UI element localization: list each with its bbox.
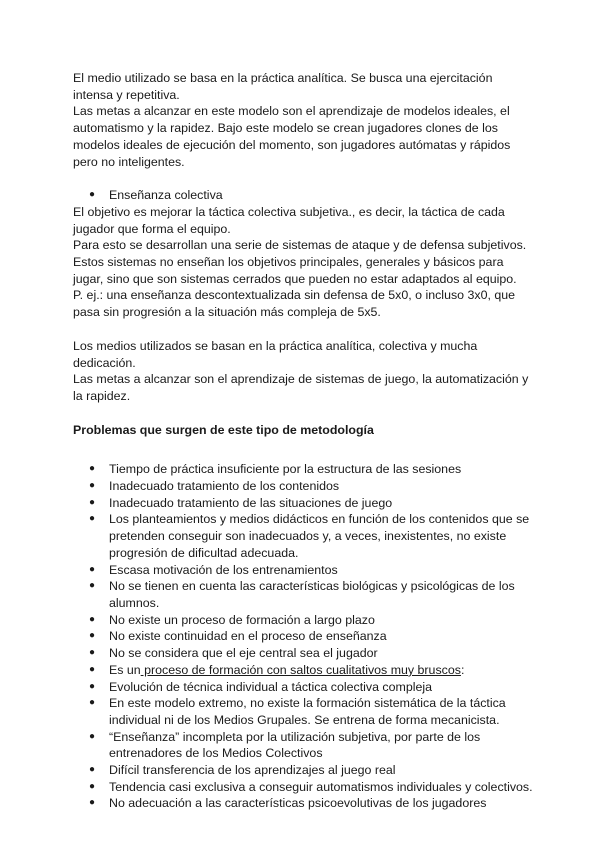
bullet-icon: ● (89, 463, 96, 475)
bullet-icon: ● (89, 647, 96, 659)
list-item-text: Los planteamientos y medios didácticos en función de los contenidos que se pretenden conseguir son inadecuados y, a veces, inexistentes, no existe progresión de dificultad adecuada. (109, 512, 530, 560)
bullet-icon: ● (89, 496, 96, 508)
list-item (73, 562, 533, 579)
list-item (73, 762, 533, 779)
paragraph: El objetivo es mejorar la táctica colectiva subjetiva., es decir, la táctica de cada jugador que forma el equipo. (73, 204, 505, 236)
bullet-icon: ● (89, 613, 96, 625)
bullet-icon: ● (89, 780, 96, 792)
list-item (73, 187, 533, 204)
bullet-icon: ● (89, 513, 96, 525)
paragraph: Los medios utilizados se basan en la práctica analítica, colectiva y mucha dedicación. (73, 338, 478, 370)
bullet-icon: ● (89, 697, 96, 709)
list-item-text: Enseñanza colectiva (109, 188, 223, 203)
list-item (73, 645, 533, 662)
bullet-icon: ● (89, 764, 96, 776)
bullet-icon: ● (89, 563, 96, 575)
list-item-text: No existe continuidad en el proceso de enseñanza (109, 629, 387, 644)
bullet-icon: ● (89, 663, 96, 675)
paragraph: Las metas a alcanzar en este modelo son el aprendizaje de modelos ideales, el automatismo y la rapidez. Bajo este modelo se crean jugadores clones de los modelos ideales de ejecución del momento, son jugadores autómatas y rápidos pero no inteligentes. (73, 104, 511, 169)
list-item-text: Tendencia casi exclusiva a conseguir automatismos individuales y colectivos. (109, 779, 533, 794)
paragraph: P. ej.: una enseñanza descontextualizada sin defensa de 5x0, o incluso 3x0, que pasa sin progresión a la situación más compleja de 5x5. (73, 288, 516, 320)
list-item-text: Evolución de técnica individual a táctica colectiva compleja (109, 679, 433, 694)
underlined-text: proceso de formación con saltos cualitativos muy bruscos (140, 662, 461, 677)
bullet-icon: ● (89, 189, 96, 201)
list-item-text: No se considera que el eje central sea el jugador (109, 646, 378, 661)
list-item (73, 695, 533, 728)
bullet-icon: ● (89, 797, 96, 809)
problems-list (73, 461, 533, 812)
paragraph: Para esto se desarrollan una serie de sistemas de ataque y de defensa subjetivos. Estos sistemas no enseñan los objetivos principales, generales y básicos para jugar, sino que son sistemas cerrados que pueden no estar adaptados al equipo. (73, 238, 527, 286)
list-item-text: Difícil transferencia de los aprendizajes al juego real (109, 763, 396, 778)
list-item-text: Inadecuado tratamiento de los contenidos (109, 479, 340, 494)
list-item (73, 662, 533, 679)
list-item (73, 578, 533, 611)
list-item-text-suffix: : (460, 662, 465, 677)
bullet-icon: ● (89, 730, 96, 742)
list-item (73, 628, 533, 645)
list-item-text: “Enseñanza” incompleta por la utilización subjetiva, por parte de los entrenadores de los Medios Colectivos (109, 729, 481, 761)
list-item (73, 779, 533, 796)
bullet-icon: ● (89, 480, 96, 492)
list-item-text: En este modelo extremo, no existe la formación sistemática de la táctica individual ni de los Medios Grupales. Se entrena de forma mecanicista. (109, 696, 506, 727)
list-item-text: No se tienen en cuenta las características biológicas y psicológicas de los alumnos. (109, 579, 515, 610)
list-item-text: Inadecuado tratamiento de las situaciones de juego (109, 495, 393, 510)
list-item-text: Tiempo de práctica insuficiente por la estructura de las sesiones (109, 462, 462, 477)
paragraph: El medio utilizado se basa en la práctica analítica. Se busca una ejercitación intensa y repetitiva. (73, 71, 493, 102)
list-item (73, 612, 533, 629)
bullet-icon: ● (89, 630, 96, 642)
list-item (73, 795, 533, 812)
list-item (73, 495, 533, 512)
section-bullet-list (73, 187, 533, 204)
bullet-icon: ● (89, 580, 96, 592)
list-item (73, 729, 533, 762)
list-item (73, 679, 533, 696)
list-item-text-prefix: Es un (109, 662, 141, 677)
bullet-icon: ● (89, 680, 96, 692)
document-page (73, 70, 533, 812)
paragraph: Las metas a alcanzar son el aprendizaje de sistemas de juego, la automatización y la rapidez. (73, 372, 529, 403)
list-item-text: No adecuación a las características psicoevolutivas de los jugadores (109, 796, 487, 811)
list-item (73, 478, 533, 495)
list-item-text: Escasa motivación de los entrenamientos (109, 562, 338, 577)
section-heading: Problemas que surgen de este tipo de metodología (73, 422, 374, 437)
list-item (73, 511, 533, 561)
list-item-text: No existe un proceso de formación a largo plazo (109, 612, 375, 627)
list-item (73, 461, 533, 478)
